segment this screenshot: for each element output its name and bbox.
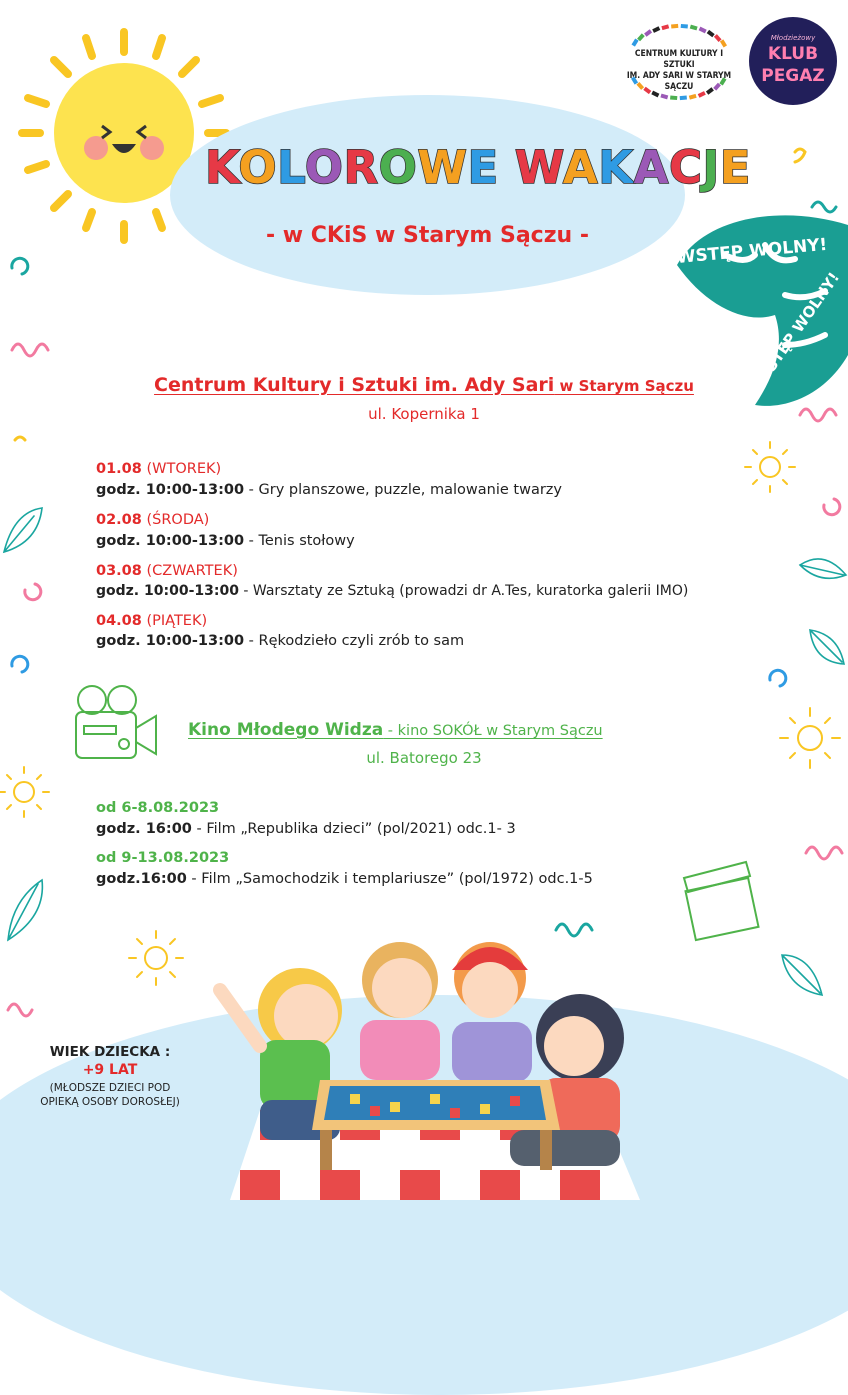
- ckis-logo-dot: [644, 29, 652, 36]
- venue2-name: Kino Młodego Widza: [188, 720, 384, 740]
- title-letter: C: [668, 141, 703, 194]
- age-note: [18, 1081, 202, 1109]
- page-subtitle: - w CKiS w Starym Sączu -: [266, 223, 589, 248]
- age-value: +9 LAT: [82, 1062, 138, 1078]
- age-label: WIEK DZIECKA :: [49, 1044, 171, 1060]
- screening-2-details: godz.16:00 - Film „Samochodzik i templariusze” (pol/1972) odc.1-5: [96, 871, 593, 887]
- ckis-logo-dot: [637, 33, 645, 41]
- title-letter: O: [304, 141, 344, 194]
- free-entry-badge: WSTĘP WOLNY!: [676, 234, 829, 268]
- title-letter: E: [467, 141, 499, 194]
- venue1-heading: [0, 374, 848, 396]
- venue2-suffix: - kino SOKÓŁ w Starym Sączu: [383, 723, 603, 739]
- title-letter: K: [598, 141, 634, 194]
- day-4-date: 04.08 (PIĄTEK): [96, 613, 208, 629]
- title-letter: L: [277, 141, 305, 194]
- title-letter: W: [417, 141, 468, 194]
- ckis-logo-dot: [632, 39, 639, 47]
- title-letter: K: [205, 141, 239, 194]
- title-letter: R: [343, 141, 379, 194]
- pegaz-logo-tagline: Młodzieżowy: [770, 34, 816, 42]
- ckis-logo-line1: CENTRUM KULTURY I SZTUKI: [634, 49, 724, 70]
- screening-1-period: od 6-8.08.2023: [96, 800, 220, 816]
- day-2-schedule: godz. 10:00-13:00 - Tenis stołowy: [96, 533, 355, 549]
- day-2-date: 02.08 (ŚRODA): [96, 512, 210, 528]
- day-3-schedule: godz. 10:00-13:00 - Warsztaty ze Sztuką (prowadzi dr A.Tes, kuratorka galerii IMO): [96, 583, 689, 599]
- title-letter: A: [633, 141, 669, 194]
- ckis-logo-dot: [660, 94, 668, 100]
- title-letter: J: [702, 141, 720, 194]
- page-title: [205, 138, 751, 198]
- children-playing-board-game-illustration: [190, 930, 650, 1200]
- day-1-date: 01.08 (WTOREK): [96, 461, 222, 477]
- ckis-logo-dot: [690, 25, 698, 31]
- ckis-logo-dot: [670, 95, 677, 100]
- ckis-logo-dot: [661, 24, 669, 30]
- ckis-logo-dot: [699, 27, 707, 34]
- age-note-line2: OPIEKĄ OSOBY DOROSŁEJ): [40, 1096, 180, 1108]
- venue2-address: ul. Batorego 23: [366, 749, 482, 767]
- age-note-line1: (MŁODSZE DZIECI POD: [49, 1082, 171, 1094]
- pegaz-logo-line2: PEGAZ: [761, 66, 825, 86]
- pegaz-logo-line1: KLUB: [767, 44, 819, 64]
- venue1-address: ul. Kopernika 1: [368, 405, 480, 423]
- title-letter: O: [238, 141, 278, 194]
- venue1-name: Centrum Kultury i Sztuki im. Ady Sari: [154, 374, 555, 396]
- title-letter: A: [562, 141, 599, 194]
- ckis-logo-dot: [689, 94, 697, 100]
- day-1-schedule: godz. 10:00-13:00 - Gry planszowe, puzzle, malowanie twarzy: [96, 482, 562, 498]
- title-letter: E: [719, 141, 751, 194]
- venue1-suffix: w Starym Sączu: [554, 377, 694, 395]
- ckis-logo-dot: [681, 24, 688, 29]
- day-4-schedule: godz. 10:00-13:00 - Rękodzieło czyli zrób to sam: [96, 633, 465, 649]
- ckis-logo-dot: [707, 30, 715, 37]
- ckis-logo-text: [618, 49, 740, 93]
- screening-2-period: od 9-13.08.2023: [96, 850, 230, 866]
- screening-1-details: godz. 16:00 - Film „Republika dzieci” (pol/2021) odc.1- 3: [96, 821, 516, 837]
- venue2-heading: [188, 720, 603, 740]
- ckis-logo-dot: [680, 96, 687, 101]
- title-letter: W: [514, 141, 563, 194]
- ckis-logo-line2: IM. ADY SARI W STARYM SĄCZU: [626, 71, 732, 92]
- ckis-logo-dot: [652, 26, 660, 33]
- day-3-date: 03.08 (CZWARTEK): [96, 563, 238, 579]
- free-entry-badge-rotated: WSTĘP WOLNY!: [752, 268, 844, 389]
- ckis-logo-dot: [720, 39, 727, 47]
- ckis-logo-dot: [714, 34, 722, 42]
- ckis-logo-dot: [671, 24, 678, 29]
- title-letter: O: [378, 141, 418, 194]
